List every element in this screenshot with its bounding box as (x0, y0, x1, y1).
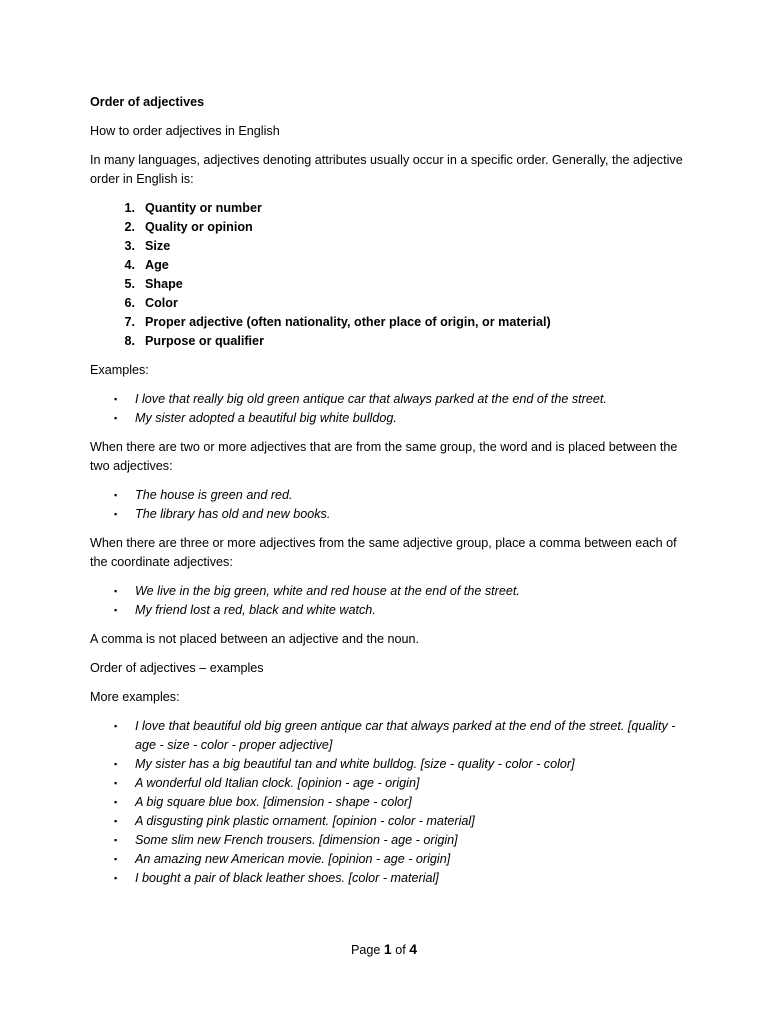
example-item: ▪ The library has old and new books. (90, 505, 690, 524)
bullet-icon: ▪ (114, 854, 118, 864)
examples-list (90, 582, 690, 620)
example-item: ▪ I love that really big old green antique car that always parked at the end of the street. (90, 390, 690, 409)
example-item: ▪ A wonderful old Italian clock. [opinion - age - origin] (90, 774, 690, 793)
bullet-icon: ▪ (114, 873, 118, 883)
page-word: Page (350, 943, 381, 957)
examples-list (90, 390, 690, 428)
document-title: Order of adjectives (90, 95, 205, 109)
bullet-icon: ▪ (114, 509, 118, 519)
bullet-icon: ▪ (114, 394, 118, 404)
comma-rule-paragraph: A comma is not placed between an adjective and the noun. (90, 632, 420, 646)
bullet-icon: ▪ (114, 759, 118, 769)
example-item: ▪ An amazing new American movie. [opinion - age - origin] (90, 850, 690, 869)
more-examples-label: More examples: (90, 690, 180, 704)
bullet-icon: ▪ (114, 490, 118, 500)
example-item: ▪ The house is green and red. (90, 486, 690, 505)
example-item: ▪ My friend lost a red, black and white watch. (90, 601, 690, 620)
document-page (90, 93, 690, 898)
example-item: ▪ My sister adopted a beautiful big white bulldog. (90, 409, 690, 428)
intro-paragraph: In many languages, adjectives denoting attributes usually occur in a specific order. Generally, the adjective order in English is: (90, 153, 683, 186)
order-item: 4. Age (124, 258, 169, 272)
order-item: 5. Shape (124, 277, 183, 291)
bullet-icon: ▪ (114, 413, 118, 423)
example-item: ▪ My sister has a big beautiful tan and white bulldog. [size - quality - color - color] (90, 755, 690, 774)
examples-heading: Order of adjectives – examples (90, 661, 264, 675)
order-item: 6. Color (124, 296, 178, 310)
adjective-order-list (90, 199, 690, 351)
order-item: 2. Quality or opinion (124, 220, 253, 234)
example-item: ▪ Some slim new French trousers. [dimension - age - origin] (90, 831, 690, 850)
bullet-icon: ▪ (114, 721, 118, 731)
order-item: 7. Proper adjective (often nationality, other place of origin, or material) (124, 315, 551, 329)
examples-list (90, 486, 690, 524)
bullet-icon: ▪ (114, 797, 118, 807)
current-page-number: 1 (383, 941, 392, 957)
order-item: 8. Purpose or qualifier (124, 334, 264, 348)
total-page-number: 4 (409, 941, 418, 957)
page-footer (0, 941, 768, 957)
subtitle: How to order adjectives in English (90, 124, 280, 138)
example-item: ▪ I love that beautiful old big green antique car that always parked at the end of the street. [quality - age - size - color - proper adjective] (114, 719, 676, 752)
order-item: 1. Quantity or number (124, 201, 262, 215)
three-adjectives-paragraph: When there are three or more adjectives from the same adjective group, place a comma between each of the coordinate adjectives: (90, 536, 677, 569)
of-word: of (395, 943, 406, 957)
bullet-icon: ▪ (114, 586, 118, 596)
example-item: ▪ I bought a pair of black leather shoes. [color - material] (90, 869, 690, 888)
bullet-icon: ▪ (114, 605, 118, 615)
examples-label: Examples: (90, 363, 149, 377)
two-adjectives-paragraph: When there are two or more adjectives that are from the same group, the word and is placed between the two adjectives: (90, 440, 678, 473)
bullet-icon: ▪ (114, 778, 118, 788)
order-item: 3. Size (124, 239, 171, 253)
bullet-icon: ▪ (114, 835, 118, 845)
example-item: ▪ A big square blue box. [dimension - shape - color] (90, 793, 690, 812)
bullet-icon: ▪ (114, 816, 118, 826)
example-item: ▪ We live in the big green, white and red house at the end of the street. (90, 582, 690, 601)
example-item: ▪ A disgusting pink plastic ornament. [opinion - color - material] (90, 812, 690, 831)
more-examples-list (90, 717, 690, 888)
